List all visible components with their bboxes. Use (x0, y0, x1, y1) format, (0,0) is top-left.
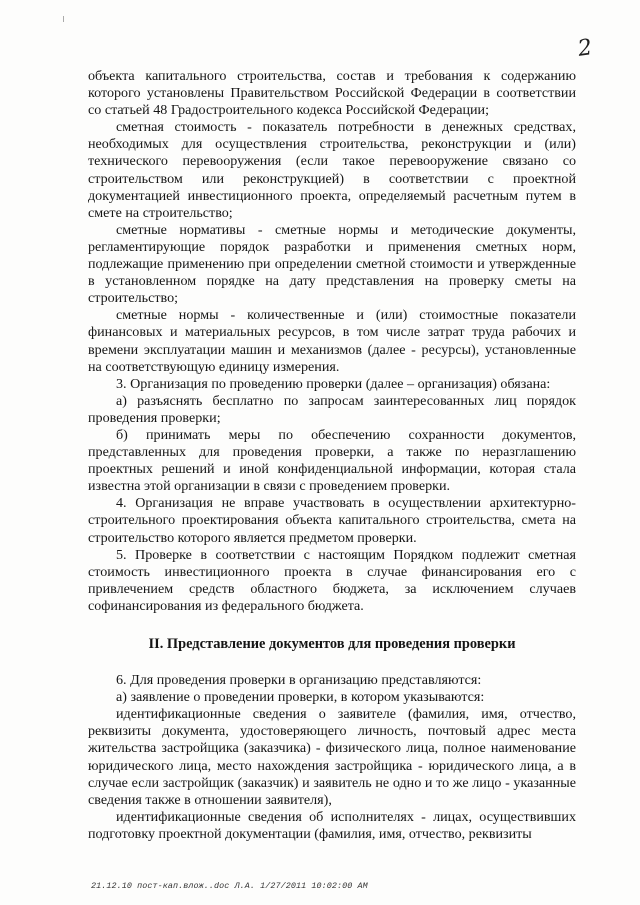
section-heading: II. Представление документов для проведения проверки (148, 636, 516, 652)
scan-mark (63, 16, 64, 22)
paragraph: объекта капитального строительства, состав и требования к содержанию которого установлены Правительством Российской Федерации в соответствии со статьей 48 Градостроительного кодекса Российской Федерации; (88, 68, 576, 119)
paragraph: 4. Организация не вправе участвовать в осуществлении архитектурно-строительного проектирования объекта капитального строительства, смета на строительство которого является предметом проверки. (88, 495, 576, 546)
paragraph: а) разъяснять бесплатно по запросам заинтересованных лиц порядок проведения проверки; (88, 392, 576, 426)
paragraph: а) заявление о проведении проверки, в котором указываются: (116, 689, 485, 706)
footer-file-info: 21.12.10 пост-кап.влож..doc Л.А. 1/27/2011 10:02:00 AM (91, 881, 368, 891)
paragraph: 3. Организация по проведению проверки (далее – организация) обязана: (116, 375, 551, 392)
paragraph: идентификационные сведения о заявителе (фамилия, имя, отчество, реквизиты документа, удостоверяющего личность, почтовый адрес места жительства застройщика (заказчика) - физического лица, полное наименование юридического лица, место нахождения застройщика - юридического лица, а в случае если застройщик (заказчик) и заявитель не одно и то же лицо - указанные сведения также в отношении заявителя), (88, 706, 576, 808)
paragraph: сметные нормы - количественные и (или) стоимостные показатели финансовых и материальных ресурсов, в том числе затрат труда рабочих и времени эксплуатации машин и механизмов (далее - ресурсы), установленные на соответствующую единицу измерения. (88, 307, 576, 375)
paragraph: б) принимать меры по обеспечению сохранности документов, представленных для проведения проверки, а также по неразглашению проектных решений и иной конфиденциальной информации, которая стала известна этой организации в связи с проведением проверки. (88, 426, 576, 495)
paragraph: сметные нормативы - сметные нормы и методические документы, регламентирующие порядок разработки и применения сметных норм, подлежащие применению при определении сметной стоимости и утвержденные в установленном порядке на дату представления на проверку сметы на строительство; (88, 221, 576, 307)
paragraph: идентификационные сведения об исполнителях - лицах, осуществивших подготовку проектной документации (фамилия, имя, отчество, реквизиты (88, 808, 576, 842)
paragraph: 6. Для проведения проверки в организацию представляются: (116, 672, 482, 689)
document-body (88, 68, 576, 843)
paragraph: 5. Проверке в соответствии с настоящим Порядком подлежит сметная стоимость инвестиционного проекта в случае финансирования его с привлечением средств областного бюджета, за исключением случаев софинансирования из федерального бюджета. (88, 546, 576, 614)
page-number: 2 (576, 35, 594, 62)
paragraph: сметная стоимость - показатель потребности в денежных средствах, необходимых для осуществления строительства, реконструкции и (или) технического перевооружения (если такое перевооружение связано со строительством или реконструкцией) в соответствии с проектной документацией инвестиционного проекта, определяемый расчетным путем в смете на строительство; (88, 119, 576, 221)
